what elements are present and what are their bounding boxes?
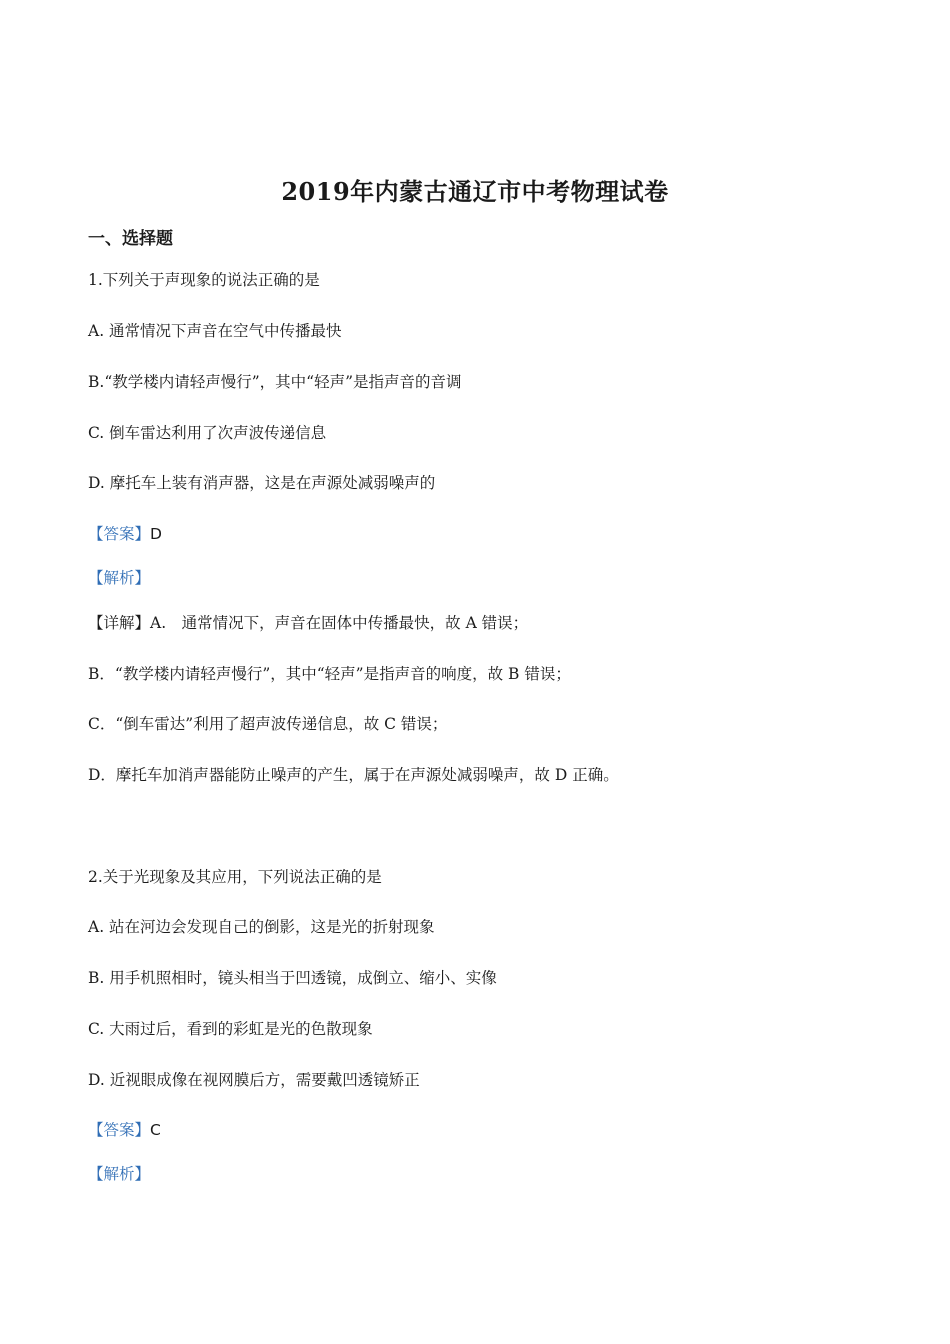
question-2-option-d: D. 近视眼成像在视网膜后方，需要戴凹透镜矫正 (88, 1071, 420, 1089)
question-1-detail-b: B．“教学楼内请轻声慢行”，其中“轻声”是指声音的响度，故 B 错误； (88, 665, 571, 683)
question-1-detail-d: D．摩托车加消声器能防止噪声的产生，属于在声源处减弱噪声，故 D 正确。 (88, 766, 619, 784)
question-1-option-d: D. 摩托车上装有消声器，这是在声源处减弱噪声的 (88, 474, 436, 492)
question-2-option-c: C. 大雨过后，看到的彩虹是光的色散现象 (88, 1020, 373, 1038)
question-2-stem: 2.关于光现象及其应用，下列说法正确的是 (88, 868, 382, 886)
answer-value: D (150, 525, 162, 543)
question-1-answer (88, 522, 162, 544)
question-2-option-a: A. 站在河边会发现自己的倒影，这是光的折射现象 (88, 918, 435, 936)
detail-text: A. 通常情况下，声音在固体中传播最快，故 A 错误； (150, 614, 529, 632)
answer-value: C (150, 1121, 161, 1139)
question-2-option-b: B. 用手机照相时，镜头相当于凹透镜，成倒立、缩小、实像 (88, 969, 497, 987)
section-heading: 一、选择题 (88, 229, 173, 249)
question-1-analysis-tag: 【解析】 (88, 569, 151, 587)
page-title: 2019年内蒙古通辽市中考物理试卷 (281, 177, 669, 206)
question-2-answer (88, 1118, 161, 1140)
answer-tag: 【答案】 (88, 525, 151, 543)
detail-tag: 【详解】 (88, 614, 151, 632)
question-1-detail-c: C．“倒车雷达”利用了超声波传递信息，故 C 错误； (88, 715, 448, 733)
question-1-option-c: C. 倒车雷达利用了次声波传递信息 (88, 424, 327, 442)
answer-tag: 【答案】 (88, 1121, 151, 1139)
question-1-option-a: A. 通常情况下声音在空气中传播最快 (88, 322, 342, 340)
question-1-option-b: B.“教学楼内请轻声慢行”，其中“轻声”是指声音的音调 (88, 373, 462, 391)
question-1-stem: 1.下列关于声现象的说法正确的是 (88, 271, 320, 289)
question-1-detail-a (88, 611, 528, 633)
question-2-analysis-tag: 【解析】 (88, 1165, 151, 1183)
